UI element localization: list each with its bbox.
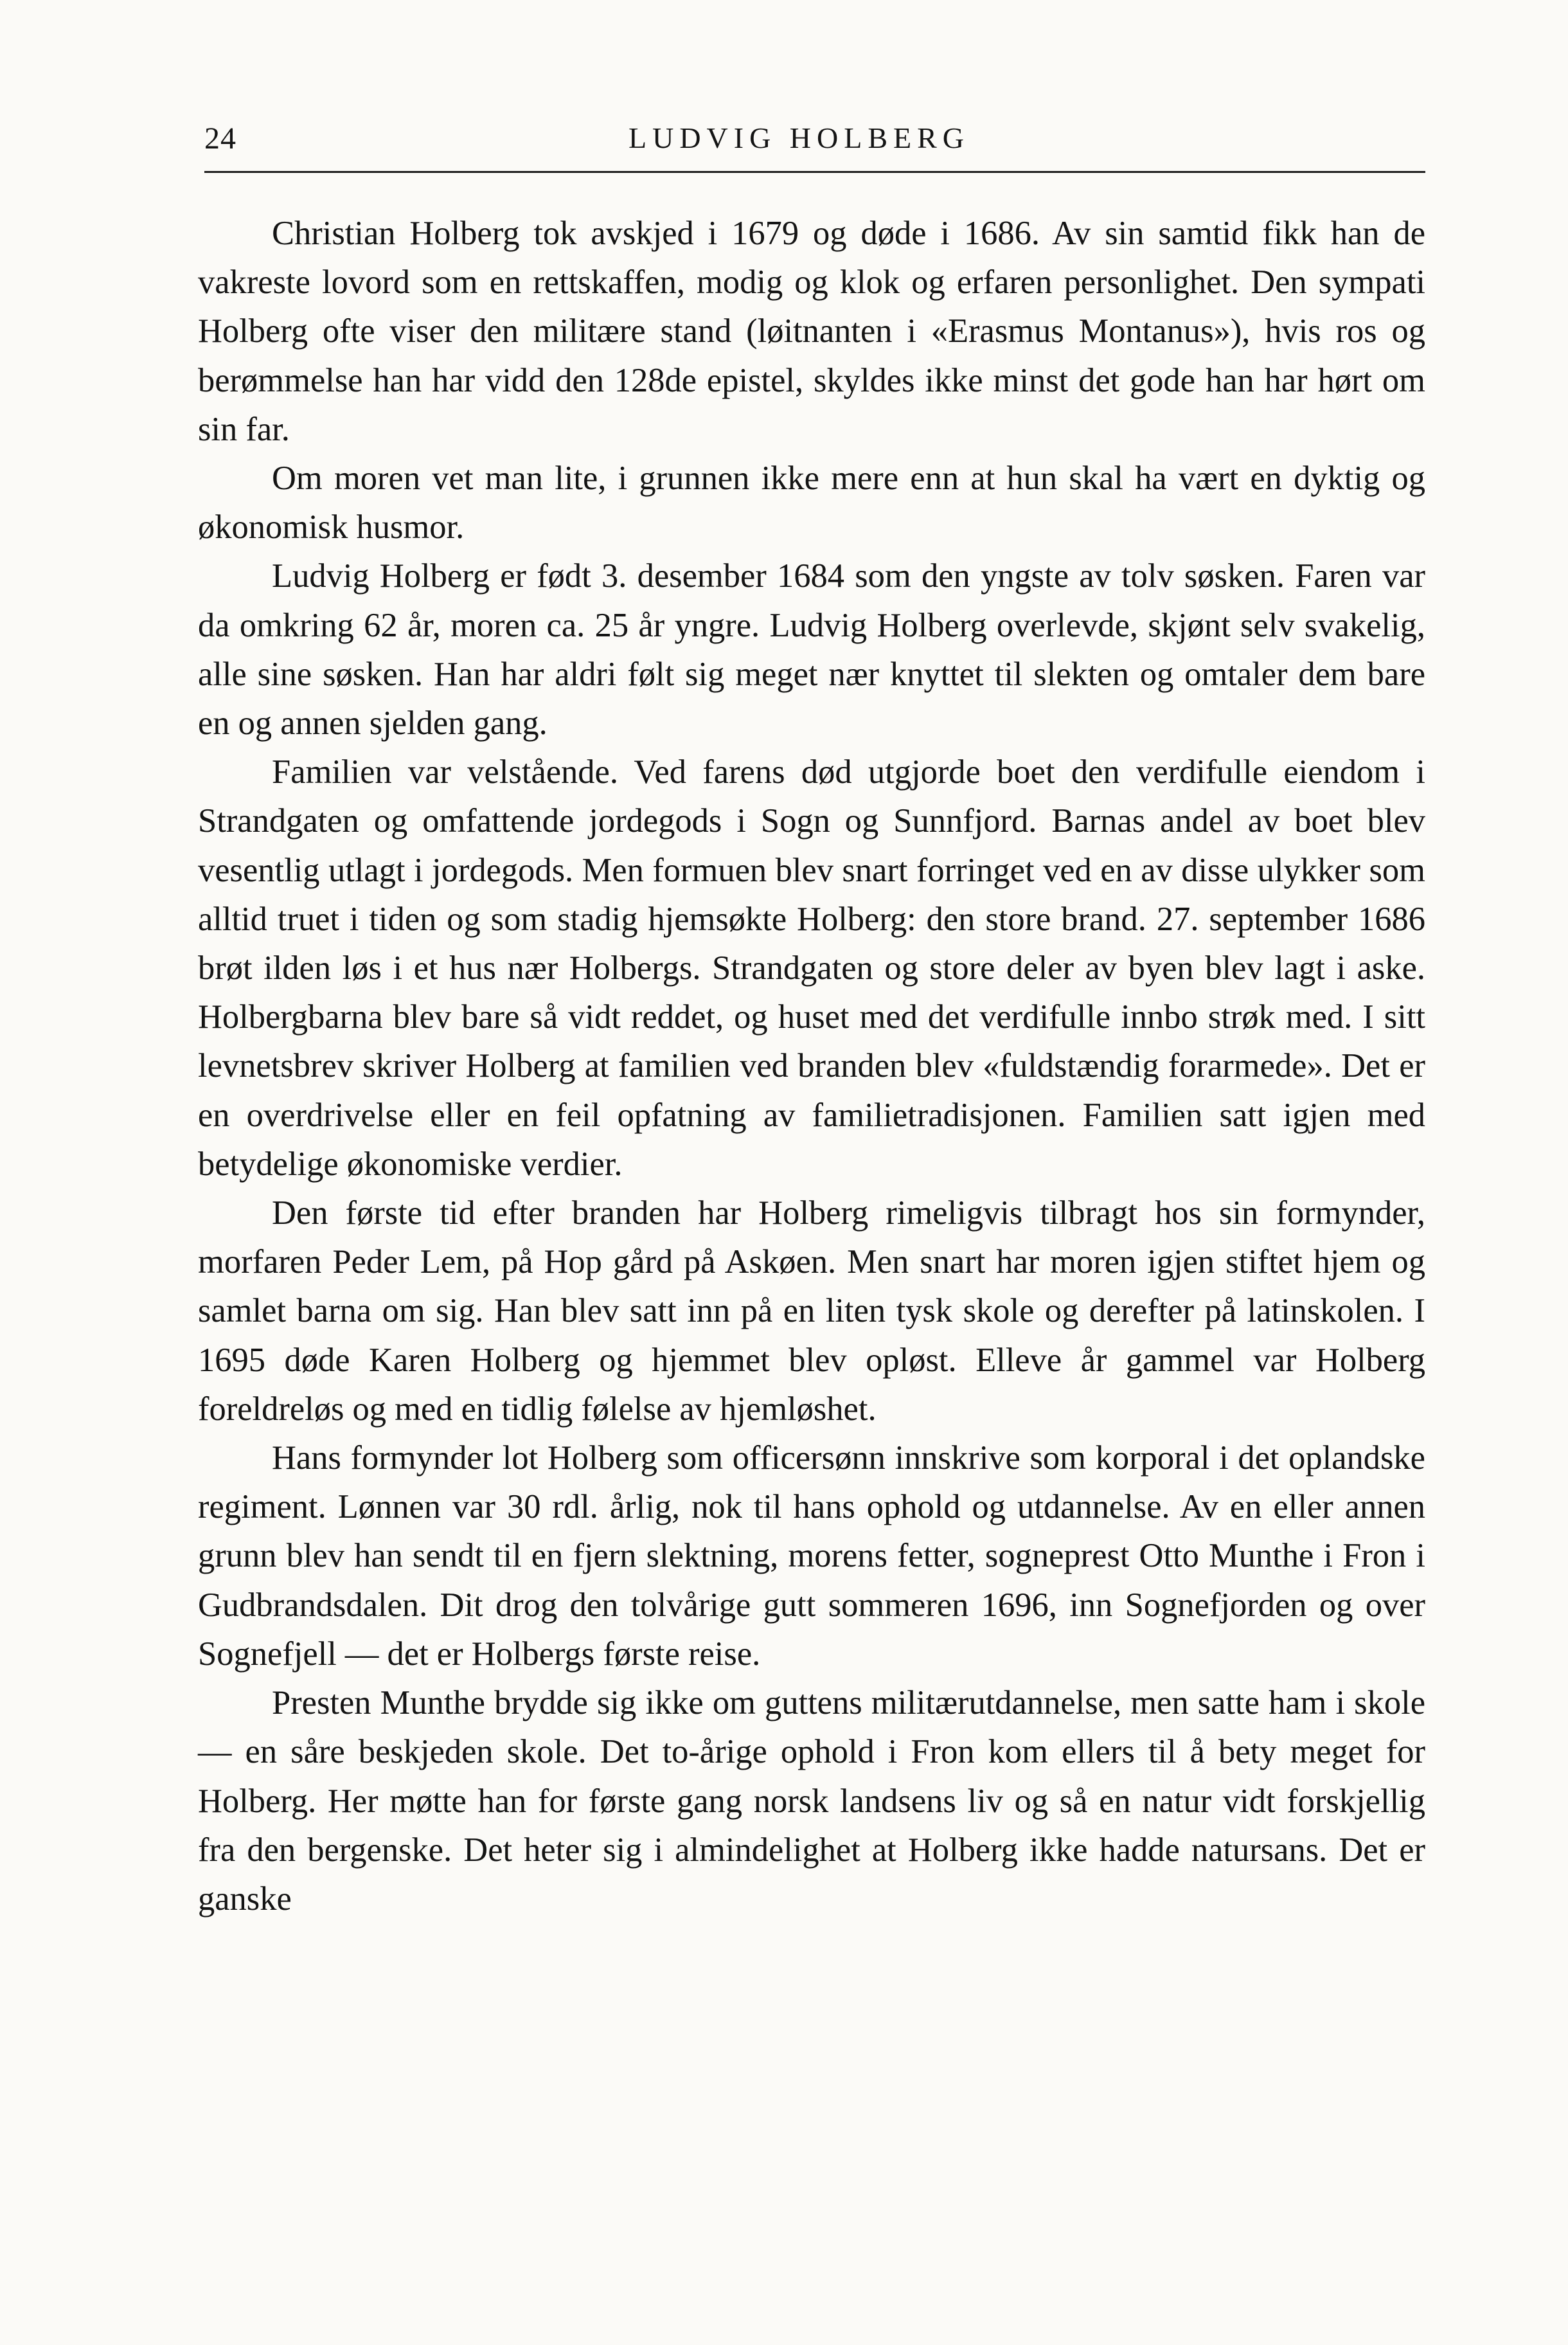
running-title: LUDVIG HOLBERG	[628, 121, 970, 154]
page-number: 24	[204, 121, 236, 156]
paragraph: Familien var velstående. Ved farens død utgjorde boet den verdifulle eiendom i Strandgaten og omfattende jordegods i Sogn og Sunnfjord. Barnas andel av boet blev vesentlig utlagt i jordegods. Men formuen blev snart forringet ved en av disse ulykker som alltid truet i tiden og som stadig hjemsøkte Holberg: den store brand. 27. september 1686 brøt ilden løs i et hus nær Holbergs. Strandgaten og store deler av byen blev lagt i aske. Holbergbarna blev bare så vidt reddet, og huset med det verdifulle innbo strøk med. I sitt levnetsbrev skriver Holberg at familien ved branden blev «fuldstændig forarmede». Det er en overdrivelse eller en feil opfatning av familietradisjonen. Familien satt igjen med betydelige økonomiske verdier.	[198, 753, 1425, 1183]
paragraph: Ludvig Holberg er født 3. desember 1684 som den yngste av tolv søsken. Faren var da omkring 62 år, moren ca. 25 år yngre. Ludvig Holberg overlevde, skjønt selv svakelig, alle sine søsken. Han har aldri følt sig meget nær knyttet til slekten og omtaler dem bare en og annen sjelden gang.	[198, 557, 1425, 742]
paragraph: Om moren vet man lite, i grunnen ikke mere enn at hun skal ha vært en dyktig og økonomisk husmor.	[198, 460, 1425, 546]
paragraph: Presten Munthe brydde sig ikke om guttens militærutdannelse, men satte ham i skole — en såre beskjeden skole. Det to-årige ophold i Fron kom ellers til å bety meget for Holberg. Her møtte han for første gang norsk landsens liv og så en natur vidt forskjellig fra den bergenske. Det heter sig i almindelighet at Holberg ikke hadde natursans. Det er ganske	[198, 1684, 1425, 1918]
page-header	[204, 114, 1425, 166]
body-text	[198, 209, 1425, 1923]
header-rule	[204, 171, 1425, 173]
paragraph: Den første tid efter branden har Holberg rimeligvis tilbragt hos sin formynder, morfaren Peder Lem, på Hop gård på Askøen. Men snart har moren igjen stiftet hjem og samlet barna om sig. Han blev satt inn på en liten tysk skole og derefter på latinskolen. I 1695 døde Karen Holberg og hjemmet blev opløst. Elleve år gammel var Holberg foreldreløs og med en tidlig følelse av hjemløshet.	[198, 1194, 1425, 1428]
paragraph: Christian Holberg tok avskjed i 1679 og døde i 1686. Av sin samtid fikk han de vakreste lovord som en rettskaffen, modig og klok og erfaren personlighet. Den sympati Holberg ofte viser den militære stand (løitnanten i «Erasmus Montanus»), hvis ros og berømmelse han har vidd den 128de epistel, skyldes ikke minst det gode han har hørt om sin far.	[198, 215, 1425, 448]
paragraph: Hans formynder lot Holberg som officersønn innskrive som korporal i det oplandske regiment. Lønnen var 30 rdl. årlig, nok til hans ophold og utdannelse. Av en eller annen grunn blev han sendt til en fjern slektning, morens fetter, sogneprest Otto Munthe i Fron i Gudbrandsdalen. Dit drog den tolvårige gutt sommeren 1696, inn Sognefjorden og over Sognefjell — det er Holbergs første reise.	[198, 1439, 1425, 1673]
